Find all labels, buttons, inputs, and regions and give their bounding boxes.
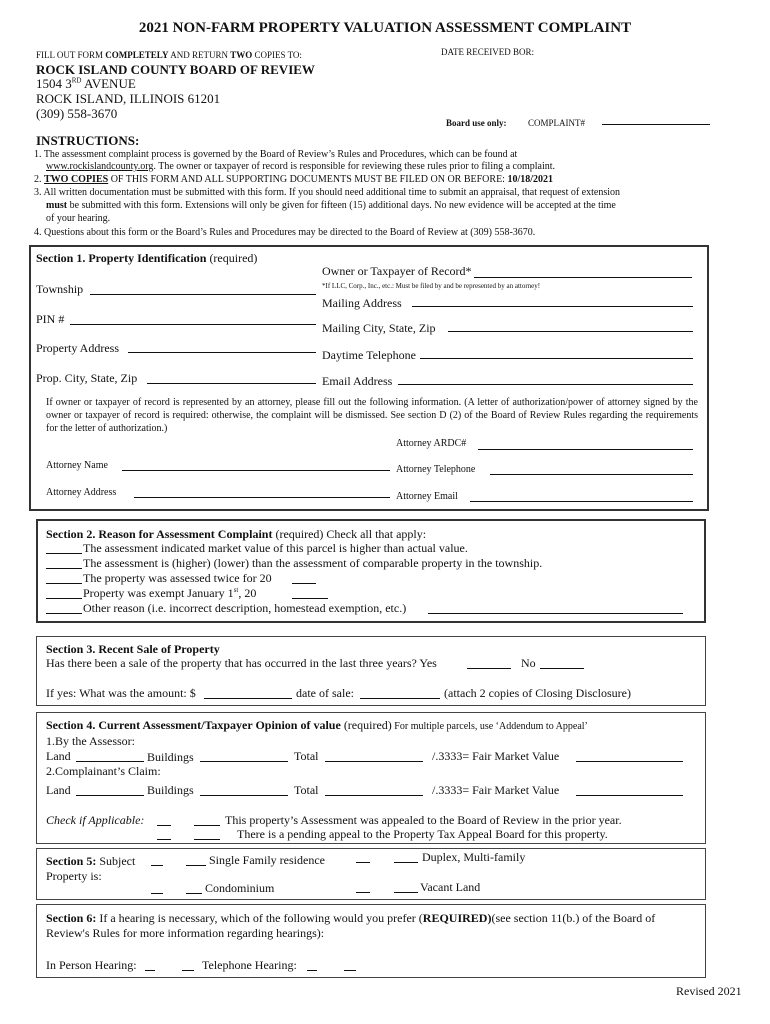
sale-amount-label: If yes: What was the amount: $ bbox=[46, 686, 196, 700]
reason-4-check[interactable] bbox=[46, 598, 82, 599]
assessor-total-field[interactable] bbox=[325, 761, 423, 762]
ardc-label: Attorney ARDC# bbox=[396, 438, 467, 449]
assessor-land-label: Land bbox=[46, 749, 71, 763]
assessor-buildings-label: Buildings bbox=[147, 750, 194, 764]
attorney-address-label: Attorney Address bbox=[46, 487, 117, 498]
sale-question: Has there been a sale of the property that has occurred in the last three years? Yes bbox=[46, 656, 437, 670]
reason-2-check[interactable] bbox=[46, 568, 82, 569]
email-field[interactable] bbox=[398, 384, 693, 385]
board-use-label: Board use only: bbox=[446, 118, 507, 128]
assessor-fmv-field[interactable] bbox=[576, 761, 683, 762]
daytime-phone-field[interactable] bbox=[420, 358, 693, 359]
pending-check-b[interactable] bbox=[194, 839, 220, 840]
sale-no-field[interactable] bbox=[540, 668, 584, 669]
closing-disclosure-note: (attach 2 copies of Closing Disclosure) bbox=[444, 686, 631, 700]
vacant-check-b[interactable] bbox=[394, 892, 418, 893]
attorney-phone-label: Attorney Telephone bbox=[396, 464, 476, 475]
attorney-address-field[interactable] bbox=[134, 497, 390, 498]
reason-4-text: Property was exempt January 1st, 20 bbox=[83, 586, 257, 600]
township-field[interactable] bbox=[90, 294, 316, 295]
complaint-number-label: COMPLAINT# bbox=[528, 118, 586, 128]
reason-5-other-field[interactable] bbox=[428, 613, 683, 614]
property-is-label: Property is: bbox=[46, 869, 102, 883]
reason-2-text: The assessment is (higher) (lower) than the assessment of comparable property in the township. bbox=[83, 556, 543, 570]
reason-3-check[interactable] bbox=[46, 583, 82, 584]
township-label: Township bbox=[36, 282, 84, 296]
sale-no-label: No bbox=[521, 656, 536, 670]
attorney-name-label: Attorney Name bbox=[46, 460, 108, 471]
appealed-text: This property’s Assessment was appealed to the Board of Review in the prior year. bbox=[225, 813, 622, 827]
section4-heading: Section 4. Current Assessment/Taxpayer Opinion of value (required) For multiple parcels, use ‘Addendum to Appeal’ bbox=[46, 718, 588, 732]
condo-check-b[interactable] bbox=[186, 893, 202, 894]
phone-number: (309) 558-3670 bbox=[36, 106, 118, 121]
sale-amount-field[interactable] bbox=[204, 698, 292, 699]
claim-buildings-field[interactable] bbox=[200, 795, 288, 796]
single-family-label: Single Family residence bbox=[209, 853, 325, 867]
duplex-label: Duplex, Multi-family bbox=[422, 850, 526, 864]
claim-fmv-label: /.3333= Fair Market Value bbox=[432, 783, 560, 797]
condo-check-a[interactable] bbox=[151, 893, 163, 894]
address-line-1: 1504 3RD AVENUE bbox=[36, 76, 136, 91]
mailing-address-label: Mailing Address bbox=[322, 296, 402, 310]
section5-box bbox=[36, 848, 706, 900]
attorney-name-field[interactable] bbox=[122, 470, 390, 471]
claim-buildings-label: Buildings bbox=[147, 783, 194, 797]
in-person-label: In Person Hearing: bbox=[46, 958, 137, 972]
property-address-label: Property Address bbox=[36, 341, 119, 355]
reason-5-check[interactable] bbox=[46, 613, 82, 614]
org-name: ROCK ISLAND COUNTY BOARD OF REVIEW bbox=[36, 62, 315, 77]
section6-text-c: Review's Rules for more information regarding hearings): bbox=[46, 926, 325, 940]
in-person-check-b[interactable] bbox=[182, 970, 194, 971]
claim-total-label: Total bbox=[294, 783, 319, 797]
section1-heading: Section 1. Property Identification (required) bbox=[36, 251, 258, 265]
reason-3-year-field[interactable] bbox=[292, 583, 316, 584]
instruction-1a: 1. The assessment complaint process is governed by the Board of Review’s Rules and Procedures, which can be found at bbox=[34, 149, 518, 160]
assessor-total-label: Total bbox=[294, 749, 319, 763]
mailing-address-field[interactable] bbox=[412, 306, 693, 307]
condominium-label: Condominium bbox=[205, 881, 275, 895]
pending-text: There is a pending appeal to the Property Tax Appeal Board for this property. bbox=[237, 827, 608, 841]
reason-1-text: The assessment indicated market value of this parcel is higher than actual value. bbox=[83, 541, 468, 555]
address-line-2: ROCK ISLAND, ILLINOIS 61201 bbox=[36, 91, 221, 106]
owner-field[interactable] bbox=[474, 277, 692, 278]
instruction-4: 4. Questions about this form or the Board’s Rules and Procedures may be directed to the Board of Review at (309) 558-3670. bbox=[34, 227, 536, 238]
pin-label: PIN # bbox=[36, 312, 65, 326]
attorney-email-field[interactable] bbox=[470, 501, 693, 502]
appealed-check-a[interactable] bbox=[157, 825, 171, 826]
reason-3-text: The property was assessed twice for 20 bbox=[83, 571, 272, 585]
section2-heading: Section 2. Reason for Assessment Complaint (required) Check all that apply: bbox=[46, 527, 427, 541]
property-address-field[interactable] bbox=[128, 352, 316, 353]
check-applicable-label: Check if Applicable: bbox=[46, 813, 145, 827]
llc-note: *If LLC, Corp., Inc., etc.: Must be filed by and be represented by an attorney! bbox=[322, 282, 541, 290]
prop-city-label: Prop. City, State, Zip bbox=[36, 371, 138, 385]
vacant-check-a[interactable] bbox=[356, 892, 370, 893]
claim-label: 2.Complainant’s Claim: bbox=[46, 764, 161, 778]
mailing-city-field[interactable] bbox=[448, 331, 693, 332]
section5-heading: Section 5: Subject bbox=[46, 854, 136, 868]
instruction-2: 2. TWO COPIES OF THIS FORM AND ALL SUPPORTING DOCUMENTS MUST BE FILED ON OR BEFORE: 10/18/2021 bbox=[34, 174, 554, 185]
appealed-check-b[interactable] bbox=[194, 825, 220, 826]
telephone-check-b[interactable] bbox=[344, 970, 356, 971]
county-website-link[interactable]: www.rockislandcounty.org bbox=[46, 161, 154, 172]
mailing-city-label: Mailing City, State, Zip bbox=[322, 321, 436, 335]
instructions-heading: INSTRUCTIONS: bbox=[36, 133, 140, 148]
reason-5-text: Other reason (i.e. incorrect description, homestead exemption, etc.) bbox=[83, 601, 407, 615]
assessor-buildings-field[interactable] bbox=[200, 761, 288, 762]
pending-check-a[interactable] bbox=[157, 839, 171, 840]
attorney-phone-field[interactable] bbox=[490, 474, 693, 475]
section6-heading: Section 6: If a hearing is necessary, which of the following would you prefer (REQUIRED)(see section 11(b.) of the Board of bbox=[46, 911, 656, 925]
claim-land-field[interactable] bbox=[76, 795, 144, 796]
daytime-phone-label: Daytime Telephone bbox=[322, 348, 416, 362]
email-label: Email Address bbox=[322, 374, 393, 388]
return-instruction: FILL OUT FORM COMPLETELY AND RETURN TWO COPIES TO: bbox=[36, 50, 302, 60]
attorney-email-label: Attorney Email bbox=[396, 491, 458, 502]
reason-1-check[interactable] bbox=[46, 553, 82, 554]
prop-city-field[interactable] bbox=[147, 383, 316, 384]
single-family-check-b[interactable] bbox=[186, 865, 206, 866]
page-title: 2021 NON-FARM PROPERTY VALUATION ASSESSMENT COMPLAINT bbox=[138, 20, 632, 36]
revised-date: Revised 2021 bbox=[676, 984, 742, 998]
owner-label: Owner or Taxpayer of Record* bbox=[322, 264, 472, 278]
reason-4-year-field[interactable] bbox=[292, 598, 328, 599]
single-family-check-a[interactable] bbox=[151, 865, 163, 866]
assessor-fmv-label: /.3333= Fair Market Value bbox=[432, 749, 560, 763]
telephone-check-a[interactable] bbox=[307, 970, 317, 971]
duplex-check-a[interactable] bbox=[356, 862, 370, 863]
assessor-land-field[interactable] bbox=[76, 761, 144, 762]
ardc-field[interactable] bbox=[478, 449, 693, 450]
duplex-check-b[interactable] bbox=[394, 862, 418, 863]
complaint-number-field[interactable] bbox=[602, 124, 710, 125]
assessor-label: 1.By the Assessor: bbox=[46, 734, 136, 748]
instruction-3b: must be submitted with this form. Extensions will only be given for fifteen (15) additional days. No new evidence will be accepted at the time bbox=[46, 200, 616, 211]
instruction-3c: of your hearing. bbox=[46, 213, 111, 224]
instruction-3a: 3. All written documentation must be submitted with this form. If you should need additional time to submit an appraisal, that request of extension bbox=[34, 187, 621, 198]
instruction-1b: www.rockislandcounty.org. The owner or taxpayer of record is responsible for reviewing these rules prior to filing a complaint. bbox=[46, 161, 556, 172]
claim-total-field[interactable] bbox=[325, 795, 423, 796]
sale-date-label: date of sale: bbox=[296, 686, 354, 700]
sale-date-field[interactable] bbox=[360, 698, 440, 699]
vacant-land-label: Vacant Land bbox=[420, 880, 481, 894]
sale-yes-field[interactable] bbox=[467, 668, 511, 669]
in-person-check-a[interactable] bbox=[145, 970, 155, 971]
telephone-hearing-label: Telephone Hearing: bbox=[202, 958, 297, 972]
pin-field[interactable] bbox=[70, 324, 316, 325]
attorney-note: If owner or taxpayer of record is represented by an attorney, please fill out the following information. (A letter of authorization/power of attorney signed by the owner or taxpayer of record is required: otherwise, the complaint will be dismissed. See section D (2) of the Board of Review Rules regarding the requirements for the letter of authorization.) bbox=[46, 397, 698, 434]
claim-land-label: Land bbox=[46, 783, 71, 797]
claim-fmv-field[interactable] bbox=[576, 795, 683, 796]
date-received-label: DATE RECEIVED BOR: bbox=[441, 47, 534, 57]
section3-heading: Section 3. Recent Sale of Property bbox=[46, 642, 220, 656]
